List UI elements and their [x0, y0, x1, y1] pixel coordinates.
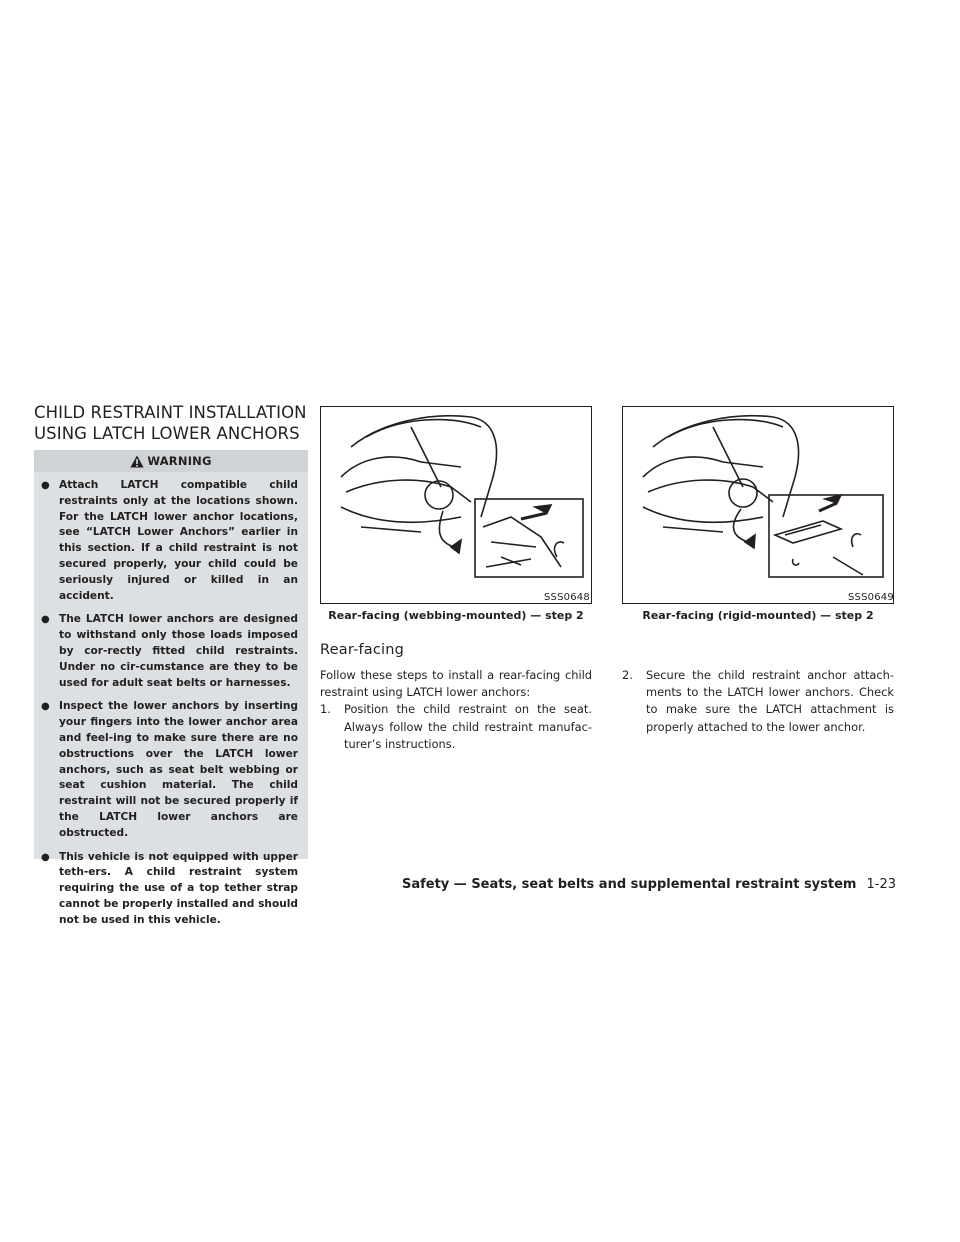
bullet-icon: ●	[41, 701, 50, 713]
bullet-icon: ●	[41, 480, 50, 491]
warning-list	[34, 472, 308, 929]
step-item	[320, 701, 592, 753]
step-item	[622, 667, 894, 736]
figure-caption: Rear-facing (webbing-mounted) — step 2	[328, 609, 584, 622]
child-seat-webbing-illustration	[321, 407, 591, 603]
section-title-line2: USING LATCH LOWER ANCHORS	[34, 424, 300, 443]
step-text: Secure the child restraint anchor attach-ments to the LATCH lower anchors. Check to make sure the LATCH attachment is properly attached to the lower anchor.	[646, 668, 894, 734]
figure-caption: Rear-facing (rigid-mounted) — step 2	[642, 609, 874, 622]
figure-code: SSS0649	[848, 592, 894, 603]
step-text: Position the child restraint on the seat. Always follow the child restraint manufac-turer’s instructions.	[344, 702, 592, 751]
rear-facing-body-right	[622, 667, 894, 736]
warning-header	[34, 450, 308, 472]
step-number: 1.	[320, 702, 331, 717]
warning-item: ● This vehicle is not equipped with upper teth-ers. A child restraint system requiring the use of a top tether strap cannot be properly installed and should not be used in this vehicle.	[41, 850, 298, 926]
section-title-line1: CHILD RESTRAINT INSTALLATION	[34, 403, 307, 422]
warning-heading: WARNING	[147, 454, 212, 468]
bullet-icon: ●	[41, 851, 50, 863]
warning-item: ● Inspect the lower anchors by inserting your fingers into the lower anchor area and feel-ing to make sure there are no obstructions over the LATCH lower anchors, such as seat belt webbing or seat cushion material. The child restraint will not be secured properly if the LATCH lower anchors are obstructed.	[41, 700, 298, 839]
section-title	[34, 402, 324, 444]
page-footer	[402, 877, 896, 892]
warning-item: ● Attach LATCH compatible child restraints only at the locations shown. For the LATCH lower anchor locations, see “LATCH Lower Anchors” earlier in this section. If a child restraint is not secured properly, your child could be seriously injured or killed in an accident.	[41, 479, 298, 602]
warning-box	[34, 450, 308, 926]
page-number: 1-23	[866, 877, 896, 892]
figure-code: SSS0648	[544, 592, 590, 603]
bullet-icon: ●	[41, 614, 50, 626]
child-seat-rigid-illustration	[623, 407, 893, 603]
intro-paragraph: Follow these steps to install a rear-facing child restraint using LATCH lower anchors:	[320, 668, 592, 700]
footer-section: Safety — Seats, seat belts and supplemental restraint system	[401, 877, 857, 892]
rear-facing-body-left	[320, 667, 592, 753]
warning-item: ● The LATCH lower anchors are designed to withstand only those loads imposed by cor-rectly fitted child restraints. Under no cir-cumstance are they to be used for adult seat belts or harnesses.	[41, 613, 298, 689]
figure-rigid-mounted	[622, 406, 894, 604]
step-number: 2.	[622, 668, 633, 682]
figure-webbing-mounted	[320, 406, 592, 604]
warning-triangle-icon	[130, 455, 144, 468]
subsection-heading: Rear-facing	[320, 642, 405, 658]
